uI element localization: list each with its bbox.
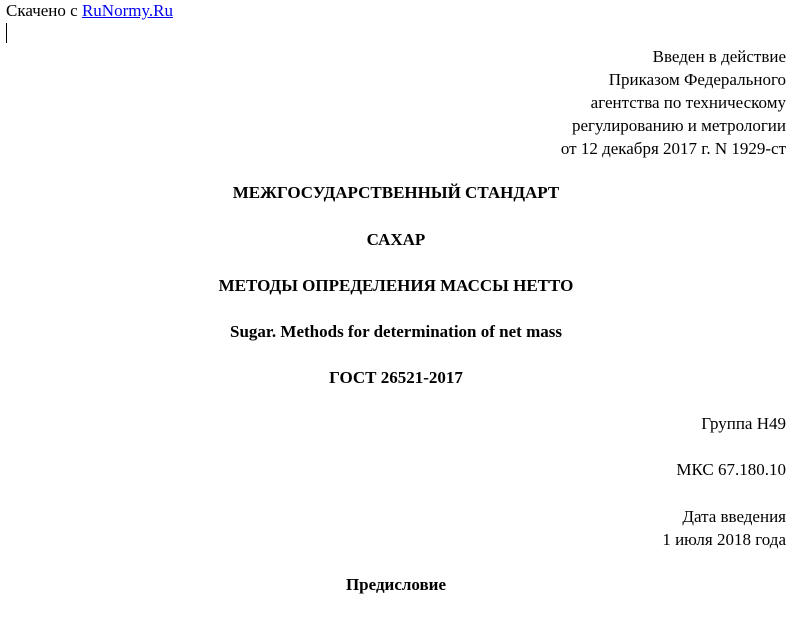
subject-heading: МЕТОДЫ ОПРЕДЕЛЕНИЯ МАССЫ НЕТТО: [218, 276, 574, 295]
classification-group: Группа Н49: [701, 414, 786, 433]
runormy-link[interactable]: RuNormy.Ru: [81, 1, 173, 20]
product-heading: САХАР: [366, 230, 426, 249]
foreword-heading: Предисловие: [345, 575, 447, 594]
english-title-heading: Sugar. Methods for determination of net mass: [230, 322, 562, 341]
source-prefix: Скачено с: [6, 1, 78, 20]
enactment-block: [561, 45, 786, 160]
introduction-date-value: 1 июля 2018 года: [662, 530, 786, 549]
introduction-date-label: Дата введения: [682, 507, 786, 526]
standard-type-heading: МЕЖГОСУДАРСТВЕННЫЙ СТАНДАРТ: [232, 183, 560, 202]
enactment-line: Приказом Федерального: [608, 70, 786, 89]
introduction-date-block: [662, 505, 786, 551]
mks-code: МКС 67.180.10: [676, 460, 786, 479]
enactment-line: регулированию и метрологии: [571, 116, 786, 135]
source-line: [6, 1, 173, 21]
enactment-line: агентства по техническому: [590, 93, 786, 112]
enactment-line: от 12 декабря 2017 г. N 1929-ст: [560, 139, 786, 158]
text-cursor: [6, 23, 7, 43]
standard-code-heading: ГОСТ 26521-2017: [329, 368, 463, 387]
enactment-line: Введен в действие: [652, 47, 786, 66]
